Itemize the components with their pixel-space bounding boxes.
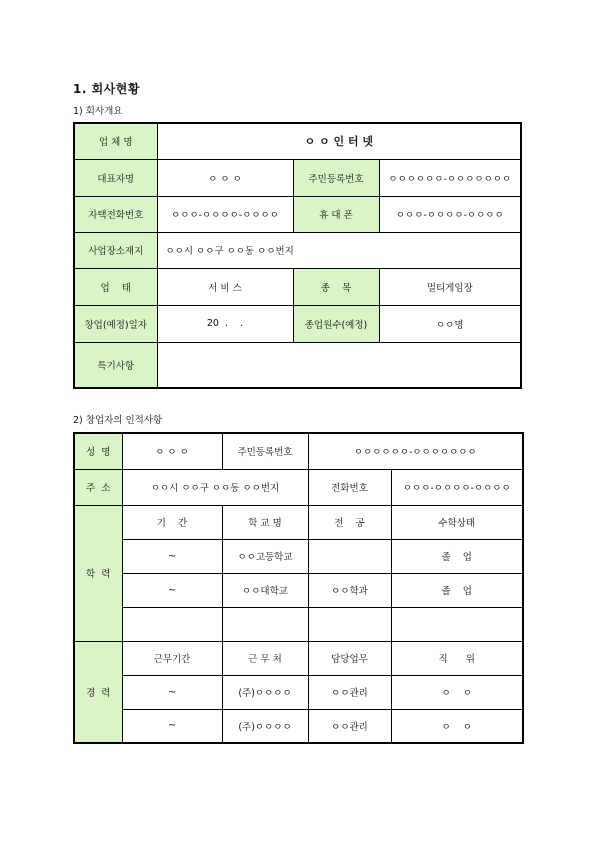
education-major — [308, 607, 391, 641]
founder-rrn-value: ㅇㅇㅇㅇㅇㅇ-ㅇㅇㅇㅇㅇㅇㅇ — [308, 433, 523, 469]
education-school: ㅇㅇ대학교 — [222, 573, 308, 607]
business-address-label: 사업장소재지 — [74, 232, 157, 268]
founder-info-table — [73, 432, 524, 744]
career-label: 경 력 — [74, 641, 122, 743]
industry-value: 서 비 스 — [157, 268, 293, 305]
education-row — [74, 607, 523, 641]
career-duty: ㅇㅇ관리 — [308, 675, 391, 709]
education-header-school: 학 교 명 — [222, 505, 308, 539]
business-type-label: 종 목 — [293, 268, 379, 305]
education-row — [74, 539, 523, 573]
founder-name-label: 성 명 — [74, 433, 122, 469]
education-status: 졸 업 — [391, 573, 523, 607]
notes-label: 특기사항 — [74, 342, 157, 388]
education-label: 학 력 — [74, 505, 122, 641]
career-period: ~ — [122, 709, 222, 743]
notes-value — [157, 342, 521, 388]
home-phone-value: ㅇㅇㅇ-ㅇㅇㅇㅇ-ㅇㅇㅇㅇ — [157, 196, 293, 232]
founder-phone-label: 전화번호 — [308, 469, 391, 505]
education-major — [308, 539, 391, 573]
employees-value: ㅇㅇ명 — [379, 305, 521, 342]
education-header-period: 기 간 — [122, 505, 222, 539]
company-overview-subtitle: 1) 회사개요 — [73, 106, 123, 117]
founder-address-label: 주 소 — [74, 469, 122, 505]
career-header-period: 근무기간 — [122, 641, 222, 675]
company-name-label: 업 체 명 — [74, 123, 157, 159]
education-period: ~ — [122, 539, 222, 573]
founder-address-value: ㅇㅇ시 ㅇㅇ구 ㅇㅇ동 ㅇㅇ번지 — [122, 469, 308, 505]
business-type-value: 멀티게임장 — [379, 268, 521, 305]
education-school: ㅇㅇ고등학교 — [222, 539, 308, 573]
education-period — [122, 607, 222, 641]
founder-name-value: ㅇ ㅇ ㅇ — [122, 433, 222, 469]
ceo-name-value: ㅇ ㅇ ㅇ — [157, 159, 293, 196]
industry-label: 업 태 — [74, 268, 157, 305]
ceo-rrn-label: 주민등록번호 — [293, 159, 379, 196]
education-status: 졸 업 — [391, 539, 523, 573]
education-status — [391, 607, 523, 641]
career-header-duty: 담당업무 — [308, 641, 391, 675]
mobile-value: ㅇㅇㅇ-ㅇㅇㅇㅇ-ㅇㅇㅇㅇ — [379, 196, 521, 232]
ceo-rrn-value: ㅇㅇㅇㅇㅇㅇ-ㅇㅇㅇㅇㅇㅇㅇ — [379, 159, 521, 196]
employees-label: 종업원수(예정) — [293, 305, 379, 342]
career-row — [74, 709, 523, 743]
career-header-workplace: 근 무 처 — [222, 641, 308, 675]
home-phone-label: 자택전화번호 — [74, 196, 157, 232]
education-school — [222, 607, 308, 641]
founding-date-label: 창업(예정)일자 — [74, 305, 157, 342]
career-row — [74, 675, 523, 709]
business-address-value: ㅇㅇ시 ㅇㅇ구 ㅇㅇ동 ㅇㅇ번지 — [157, 232, 521, 268]
company-name-value: ㅇ ㅇ 인 터 넷 — [157, 123, 521, 159]
founder-phone-value: ㅇㅇㅇ-ㅇㅇㅇㅇ-ㅇㅇㅇㅇ — [391, 469, 523, 505]
career-position: ㅇ ㅇ — [391, 709, 523, 743]
founder-rrn-label: 주민등록번호 — [222, 433, 308, 469]
founding-date-value: 20 . . — [157, 305, 293, 342]
company-overview-table — [73, 122, 522, 389]
education-row — [74, 573, 523, 607]
education-major: ㅇㅇ학과 — [308, 573, 391, 607]
founder-info-subtitle: 2) 창업자의 인적사항 — [73, 415, 163, 426]
career-position: ㅇ ㅇ — [391, 675, 523, 709]
career-period: ~ — [122, 675, 222, 709]
ceo-name-label: 대표자명 — [74, 159, 157, 196]
career-workplace: (주)ㅇㅇㅇㅇ — [222, 709, 308, 743]
career-duty: ㅇㅇ관리 — [308, 709, 391, 743]
mobile-label: 휴 대 폰 — [293, 196, 379, 232]
education-header-major: 전 공 — [308, 505, 391, 539]
education-period: ~ — [122, 573, 222, 607]
career-header-position: 직 위 — [391, 641, 523, 675]
section-title: 1. 회사현황 — [73, 82, 140, 96]
career-workplace: (주)ㅇㅇㅇㅇ — [222, 675, 308, 709]
education-header-status: 수학상태 — [391, 505, 523, 539]
